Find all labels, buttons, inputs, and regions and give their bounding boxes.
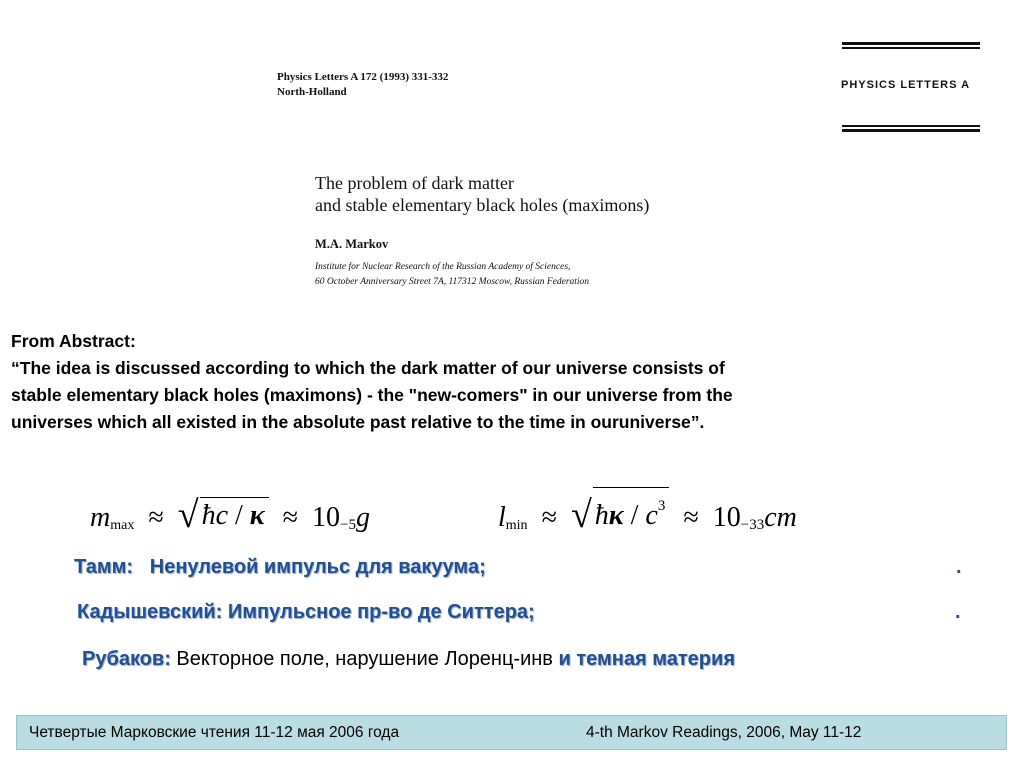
paper-affiliation [315,260,589,290]
journal-ref-line2: North-Holland [277,86,347,98]
bottom-rule-2 [842,129,980,132]
kadyshevsky-dot: . [955,601,961,623]
c-exponent: 3 [657,498,666,514]
footer-left-text: Четвертые Марковские чтения 11-12 мая 2006 года [29,724,400,741]
tamm-name: Тамм: [74,556,134,578]
journal-name: PHYSICS LETTERS A [841,79,971,91]
footer-bar [16,715,1007,750]
bottom-rule-1 [842,125,980,127]
formula-length [498,484,797,534]
radicand [200,497,269,534]
c-symbol: c [215,500,229,531]
abstract-block [11,328,1001,436]
abstract-line1: “The idea is discussed according to which the dark matter of our universe consists of [11,358,725,378]
top-rule-2 [842,47,980,49]
journal-ref-line1: Physics Letters A 172 (1993) 331-332 [277,71,449,83]
radical-sign: √ [177,494,199,536]
division-slash: / [630,500,639,531]
affiliation-line2: 60 October Anniversary Street 7A, 117312 Moscow, Russian Federation [315,277,590,287]
tamm-line [74,556,486,579]
sqrt-expression [571,487,669,534]
rubakov-text: Векторное поле, нарушение Лоренц-инв [176,648,553,670]
approx-sign: ≈ [541,502,557,533]
approx-sign: ≈ [148,502,164,533]
kadyshevsky-name: Кадышевский: [77,601,223,623]
rubakov-tail: и темная материя [558,648,735,670]
power-exponent: −33 [740,517,765,533]
mass-unit: g [355,502,370,533]
rubakov-name: Рубаков: [82,648,171,670]
journal-reference [277,70,448,100]
abstract-line2: stable elementary black holes (maximons) - the "new-comers" in our universe from the [11,385,733,405]
approx-sign: ≈ [282,502,299,533]
abstract-line3: universes which all existed in the absolute past relative to the time in ouruniverse”. [11,412,705,432]
hbar-symbol: ħ [201,500,216,531]
c-symbol: c [645,500,658,531]
tamm-dot: . [956,556,962,578]
paper-title [315,172,649,216]
kappa-symbol: κ [608,500,624,531]
length-symbol: l [498,502,506,533]
tamm-text: Ненулевой импульс для вакуума; [149,556,486,578]
paper-title-line1: The problem of dark matter [315,173,514,193]
power-exponent: −5 [340,517,356,533]
length-subscript: min [505,518,528,533]
mass-symbol: m [90,502,111,533]
approx-sign: ≈ [683,502,699,533]
paper-title-line2: and stable elementary black holes (maximons) [315,195,650,215]
radical-sign: √ [570,494,592,536]
length-unit: cm [764,502,797,533]
sqrt-expression [178,496,269,534]
paper-author: M.A. Markov [315,237,389,251]
footer-right-text: 4-th Markov Readings, 2006, May 11-12 [586,724,862,741]
power-base: 10 [312,502,341,533]
mass-subscript: max [110,518,135,533]
kadyshevsky-text: Импульсное пр-во де Ситтера; [227,601,535,623]
hbar-symbol: ħ [594,500,609,531]
kappa-symbol: κ [249,500,265,531]
rubakov-line [82,648,735,671]
division-slash: / [235,500,243,531]
affiliation-line1: Institute for Nuclear Research of the Russian Academy of Sciences, [315,262,571,272]
top-rule-1 [842,42,980,45]
abstract-heading: From Abstract: [11,331,136,351]
radicand [593,487,670,534]
formula-mass [90,484,370,534]
power-base: 10 [712,502,741,533]
kadyshevsky-line [77,601,535,624]
